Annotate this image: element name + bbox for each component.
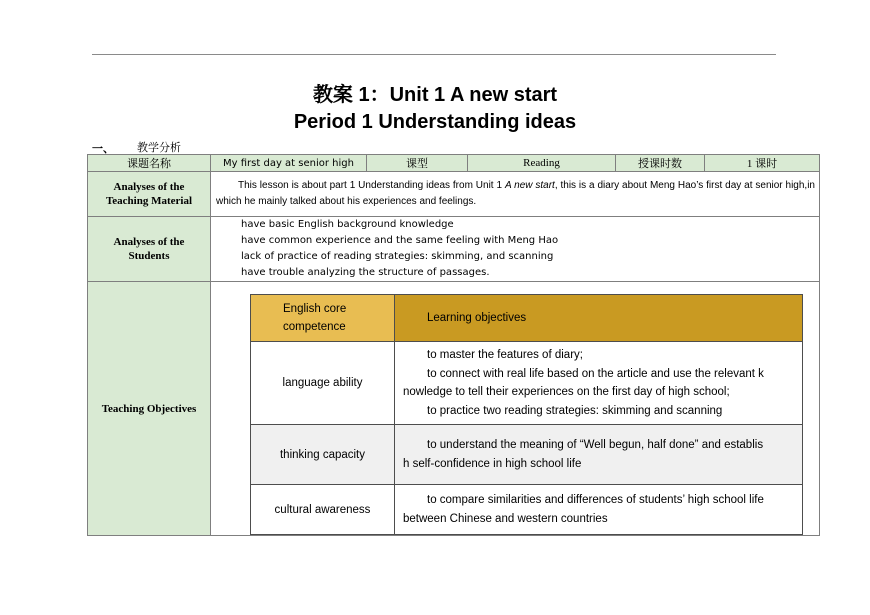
objectives-thinking-capacity bbox=[395, 425, 803, 485]
header-rule bbox=[92, 54, 776, 55]
section-number: 一、 bbox=[92, 142, 114, 155]
objective-line: to understand the meaning of “Well begun, half done” and establis bbox=[427, 439, 764, 451]
objective-line: to practice two reading strategies: skimming and scanning bbox=[427, 404, 723, 417]
material-text-pre: This lesson is about part 1 Understanding ideas from Unit 1 bbox=[238, 180, 505, 191]
material-label bbox=[88, 172, 211, 217]
competence-thinking-capacity: thinking capacity bbox=[251, 425, 395, 485]
objective-line: to connect with real life based on the article and use the relevant k bbox=[427, 367, 764, 380]
material-label-line2: Teaching Material bbox=[105, 195, 193, 207]
students-label bbox=[88, 217, 211, 282]
core-competence-header-line1: English core bbox=[283, 303, 347, 315]
header-row bbox=[88, 155, 820, 172]
competence-language-ability: language ability bbox=[251, 342, 395, 425]
core-competence-header-line2: competence bbox=[283, 321, 346, 333]
topic-value: My first day at senior high bbox=[211, 155, 367, 172]
material-label-line1: Analyses of the bbox=[113, 181, 185, 193]
objective-line: to compare similarities and differences of students’ high school life bbox=[427, 494, 764, 506]
type-value: Reading bbox=[468, 155, 616, 172]
topic-label: 课题名称 bbox=[88, 155, 211, 172]
objectives-label: Teaching Objectives bbox=[88, 282, 211, 536]
objectives-cultural-awareness bbox=[395, 485, 803, 535]
students-item: have common experience and the same feeling with Meng Hao bbox=[241, 235, 559, 246]
objective-row-cultural bbox=[251, 485, 803, 535]
type-label: 课型 bbox=[367, 155, 468, 172]
objectives-header-row bbox=[251, 295, 803, 342]
period-title: Period 1 Understanding ideas bbox=[293, 111, 577, 133]
objective-row-thinking bbox=[251, 425, 803, 485]
core-competence-header bbox=[251, 295, 395, 342]
objectives-language-ability bbox=[395, 342, 803, 425]
material-row bbox=[88, 172, 820, 217]
students-label-line2: Students bbox=[128, 250, 170, 262]
objective-line: between Chinese and western countries bbox=[403, 512, 608, 525]
hours-label: 授课时数 bbox=[616, 155, 705, 172]
students-label-line1: Analyses of the bbox=[113, 236, 185, 248]
students-item: have basic English background knowledge bbox=[241, 219, 454, 230]
students-row bbox=[88, 217, 820, 282]
students-list bbox=[211, 217, 820, 282]
competence-cultural-awareness: cultural awareness bbox=[251, 485, 395, 535]
section-title: 教学分析 bbox=[137, 141, 181, 154]
objective-line: nowledge to tell their experiences on the first day of high school; bbox=[403, 386, 730, 398]
hours-value: 1 课时 bbox=[705, 155, 820, 172]
learning-objectives-table bbox=[250, 294, 803, 535]
unit-title-italic: A new start bbox=[504, 180, 555, 191]
objective-line: h self-confidence in high school life bbox=[403, 457, 582, 470]
students-item: have trouble analyzing the structure of passages. bbox=[241, 267, 490, 278]
material-text-post: , this is a diary about Meng Hao’s first day at senior high,in which he mainly talked about his experiences and feelings. bbox=[216, 180, 815, 207]
students-item: lack of practice of reading strategies: skimming, and scanning bbox=[241, 251, 554, 262]
objective-row-language bbox=[251, 342, 803, 425]
learning-objectives-header: Learning objectives bbox=[395, 295, 803, 342]
material-text bbox=[211, 172, 820, 217]
lesson-plan-title: 教案 1：Unit 1 A new start bbox=[312, 84, 558, 106]
objective-line: to master the features of diary; bbox=[427, 349, 583, 361]
